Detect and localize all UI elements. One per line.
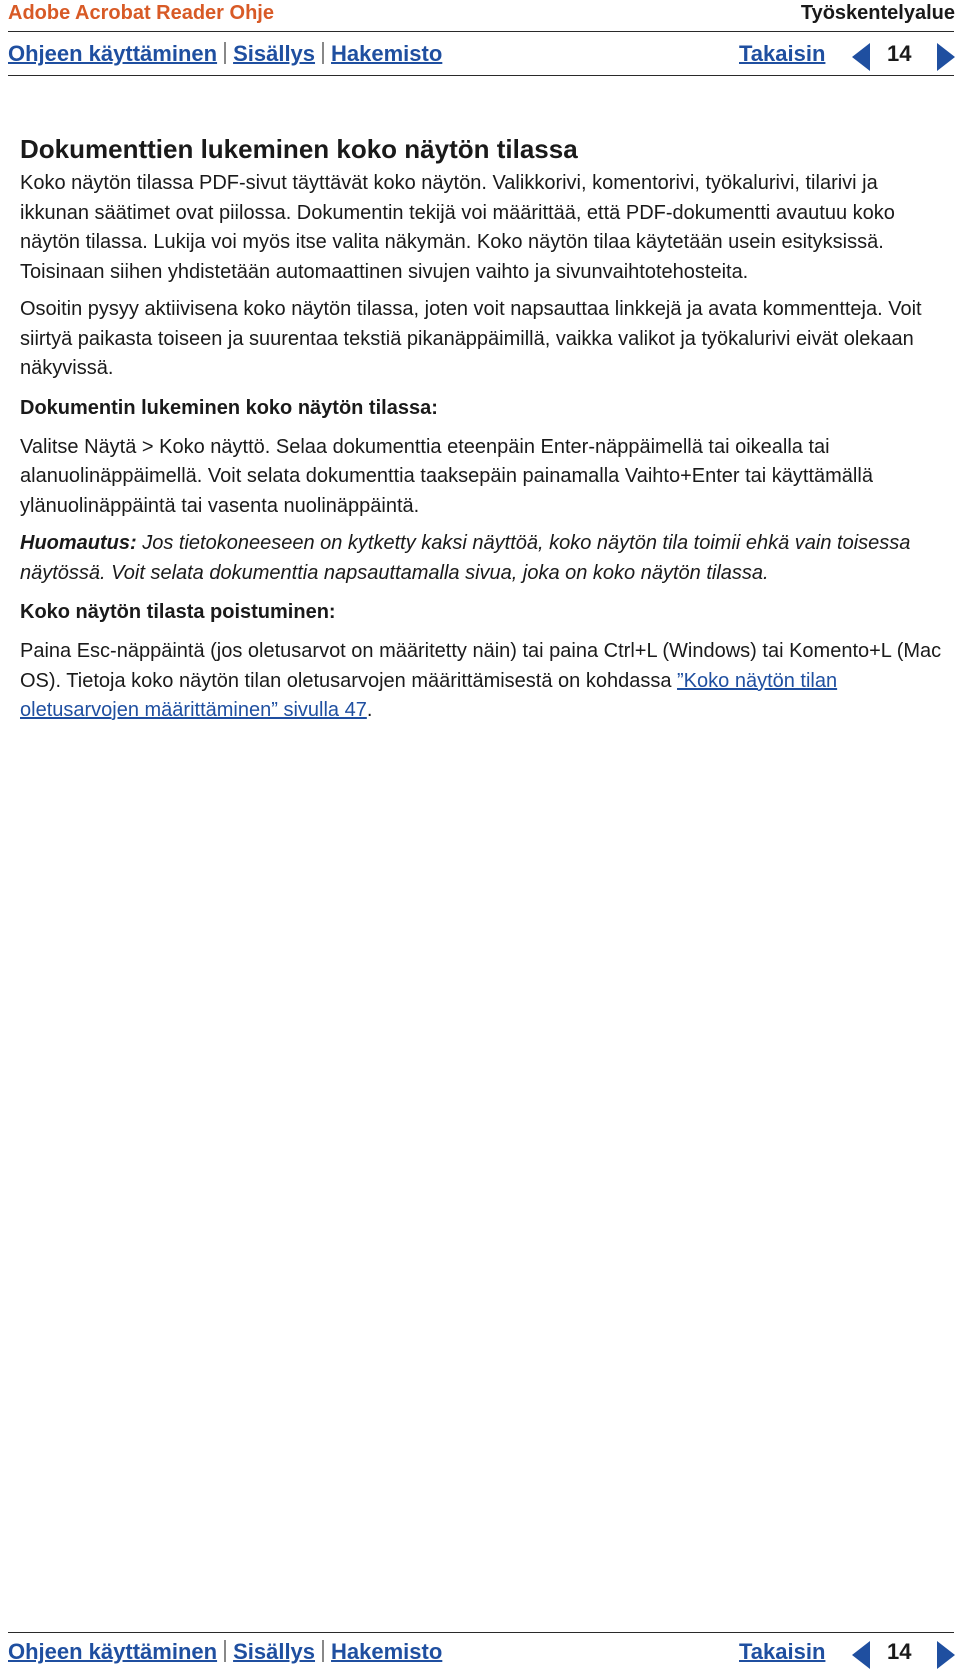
note-paragraph (20, 529, 945, 588)
exit-paragraph (20, 637, 945, 726)
page-number: 14 (887, 1639, 912, 1664)
read-steps-paragraph: Valitse Näytä > Koko näyttö. Selaa dokumenttia eteenpäin Enter-näppäimellä tai oikealla tai alanuolinäppäimellä. Voit selata dokumenttia taaksepäin painamalla Vaihto+Enter tai käyttämällä ylänuolinäppäintä tai vasenta nuolinäppäintä. (20, 435, 873, 517)
previous-page-icon[interactable] (852, 1641, 870, 1669)
page-title: Dokumenttien lukeminen koko näytön tilassa (20, 134, 578, 164)
index-link[interactable]: Hakemisto (331, 41, 443, 66)
back-link[interactable]: Takaisin (739, 1639, 826, 1664)
main-content (20, 133, 945, 734)
exit-text: Paina Esc-näppäintä (jos oletusarvot on määritetty näin) tai paina Ctrl+L (Windows) tai Komento+L (Mac OS). Tietoja koko näytön tilan oletusarvojen määrittämisestä on kohdassa (20, 640, 942, 692)
next-page-icon[interactable] (937, 43, 955, 71)
page-number: 14 (887, 41, 912, 66)
document-title: Adobe Acrobat Reader Ohje (8, 2, 274, 24)
bottom-navigation (0, 1637, 960, 1671)
help-usage-link[interactable]: Ohjeen käyttäminen (8, 41, 218, 66)
nav-separator (224, 42, 226, 64)
page-header (0, 0, 960, 30)
section-title: Työskentelyalue (800, 2, 955, 24)
contents-link[interactable]: Sisällys (233, 41, 316, 66)
note-label: Huomautus: (20, 532, 137, 554)
read-fullscreen-heading: Dokumentin lukeminen koko näytön tilassa: (20, 396, 438, 419)
contents-link[interactable]: Sisällys (233, 1639, 316, 1664)
back-link[interactable]: Takaisin (739, 41, 826, 66)
next-page-icon[interactable] (937, 1641, 955, 1669)
footer-divider (8, 1632, 954, 1633)
help-usage-link[interactable]: Ohjeen käyttäminen (8, 1639, 218, 1664)
intro-paragraph: Koko näytön tilassa PDF-sivut täyttävät koko näytön. Valikkorivi, komentorivi, työkalurivi, tilarivi ja ikkunan säätimet ovat piilossa. Dokumentin tekijä voi määrittää, että PDF-dokumentti avautuu koko näytön tilassa. Lukija voi myös itse valita näkymän. Koko näytön tilaa käytetään usein esityksissä. Toisinaan siihen yhdistetään automaattinen sivujen vaihto ja sivunvaihtotehosteita. (20, 172, 895, 283)
exit-end: . (366, 699, 373, 721)
top-navigation (0, 39, 960, 73)
nav-divider (8, 75, 954, 76)
nav-links (8, 1639, 442, 1665)
nav-links (8, 41, 442, 67)
exit-fullscreen-heading: Koko näytön tilasta poistuminen: (20, 601, 336, 623)
pointer-paragraph: Osoitin pysyy aktiivisena koko näytön tilassa, joten voit napsauttaa linkkejä ja avata kommentteja. Voit siirtyä paikasta toiseen ja suurentaa tekstiä pikanäppäimillä, vaikka valikot ja työkalurivi eivät olekaan näkyvissä. (20, 298, 922, 379)
nav-separator (322, 1640, 324, 1662)
header-divider (8, 31, 954, 32)
nav-separator (322, 42, 324, 64)
nav-separator (224, 1640, 226, 1662)
note-text: Jos tietokoneeseen on kytketty kaksi näyttöä, koko näytön tila toimii ehkä vain toisessa näytössä. Voit selata dokumenttia napsauttamalla sivua, joka on koko näytön tilassa. (20, 532, 911, 584)
index-link[interactable]: Hakemisto (331, 1639, 443, 1664)
previous-page-icon[interactable] (852, 43, 870, 71)
fullscreen-defaults-link[interactable]: ”Koko näytön tilan oletusarvojen määrittäminen” sivulla 47 (20, 669, 838, 721)
